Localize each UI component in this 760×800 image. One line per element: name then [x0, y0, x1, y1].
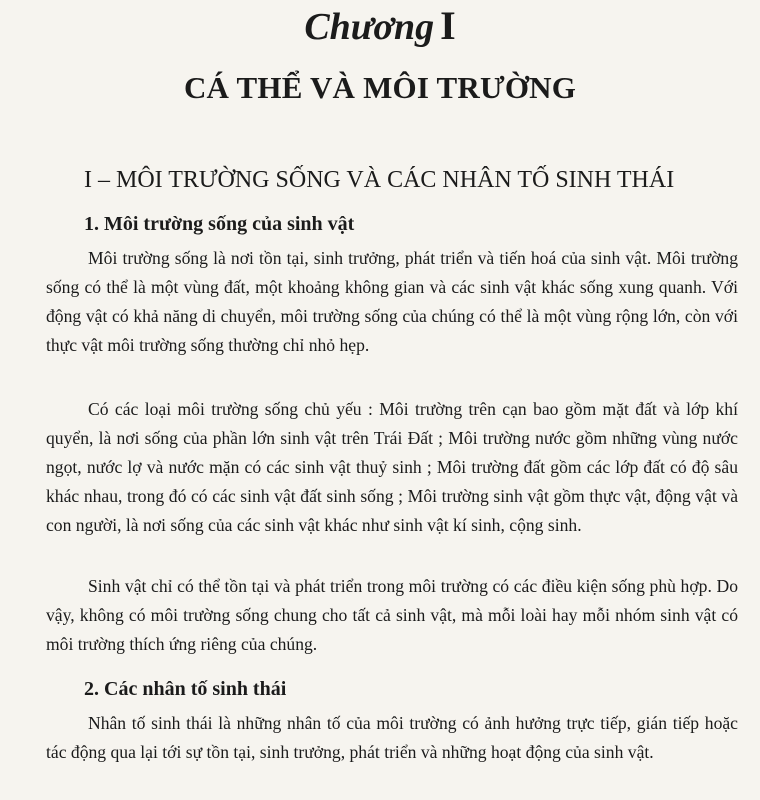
chapter-label — [0, 4, 760, 49]
chapter-number: I — [440, 3, 456, 48]
paragraph: Sinh vật chỉ có thể tồn tại và phát triển trong môi trường có các điều kiện sống phù hợp. Do vậy, không có môi trường sống chung cho tất cả sinh vật, mà mỗi loài hay mỗi nhóm sinh vật có môi trường thích ứng riêng của chúng. — [46, 576, 738, 654]
chapter-label-word: Chương — [304, 6, 435, 48]
subsection-heading-1: 1. Môi trường sống của sinh vật — [84, 213, 355, 235]
paragraph: Môi trường sống là nơi tồn tại, sinh trưởng, phát triển và tiến hoá của sinh vật. Môi trường sống có thể là một vùng đất, một khoảng không gian và các sinh vật khác sống xung quanh. Với động vật có khả năng di chuyển, môi trường sống của chúng có thể là một vùng rộng lớn, còn với thực vật môi trường sống thường chỉ nhỏ hẹp. — [46, 248, 738, 355]
chapter-title: CÁ THỂ VÀ MÔI TRƯỜNG — [183, 70, 577, 105]
paragraph: Nhân tố sinh thái là những nhân tố của môi trường có ảnh hưởng trực tiếp, gián tiếp hoặc tác động qua lại tới sự tồn tại, sinh trưởng, phát triển và những hoạt động của sinh vật. — [46, 713, 738, 762]
subsection-heading-2: 2. Các nhân tố sinh thái — [84, 678, 287, 700]
paragraph: Có các loại môi trường sống chủ yếu : Môi trường trên cạn bao gồm mặt đất và lớp khí quyển, là nơi sống của phần lớn sinh vật trên Trái Đất ; Môi trường nước gồm những vùng nước ngọt, nước lợ và nước mặn có các sinh vật thuỷ sinh ; Môi trường đất gồm các lớp đất có độ sâu khác nhau, trong đó có các sinh vật đất sinh sống ; Môi trường sinh vật gồm thực vật, động vật và con người, là nơi sống của các sinh vật khác như sinh vật kí sinh, cộng sinh. — [46, 399, 738, 535]
section-title: I – MÔI TRƯỜNG SỐNG VÀ CÁC NHÂN TỐ SINH THÁI — [84, 167, 675, 193]
